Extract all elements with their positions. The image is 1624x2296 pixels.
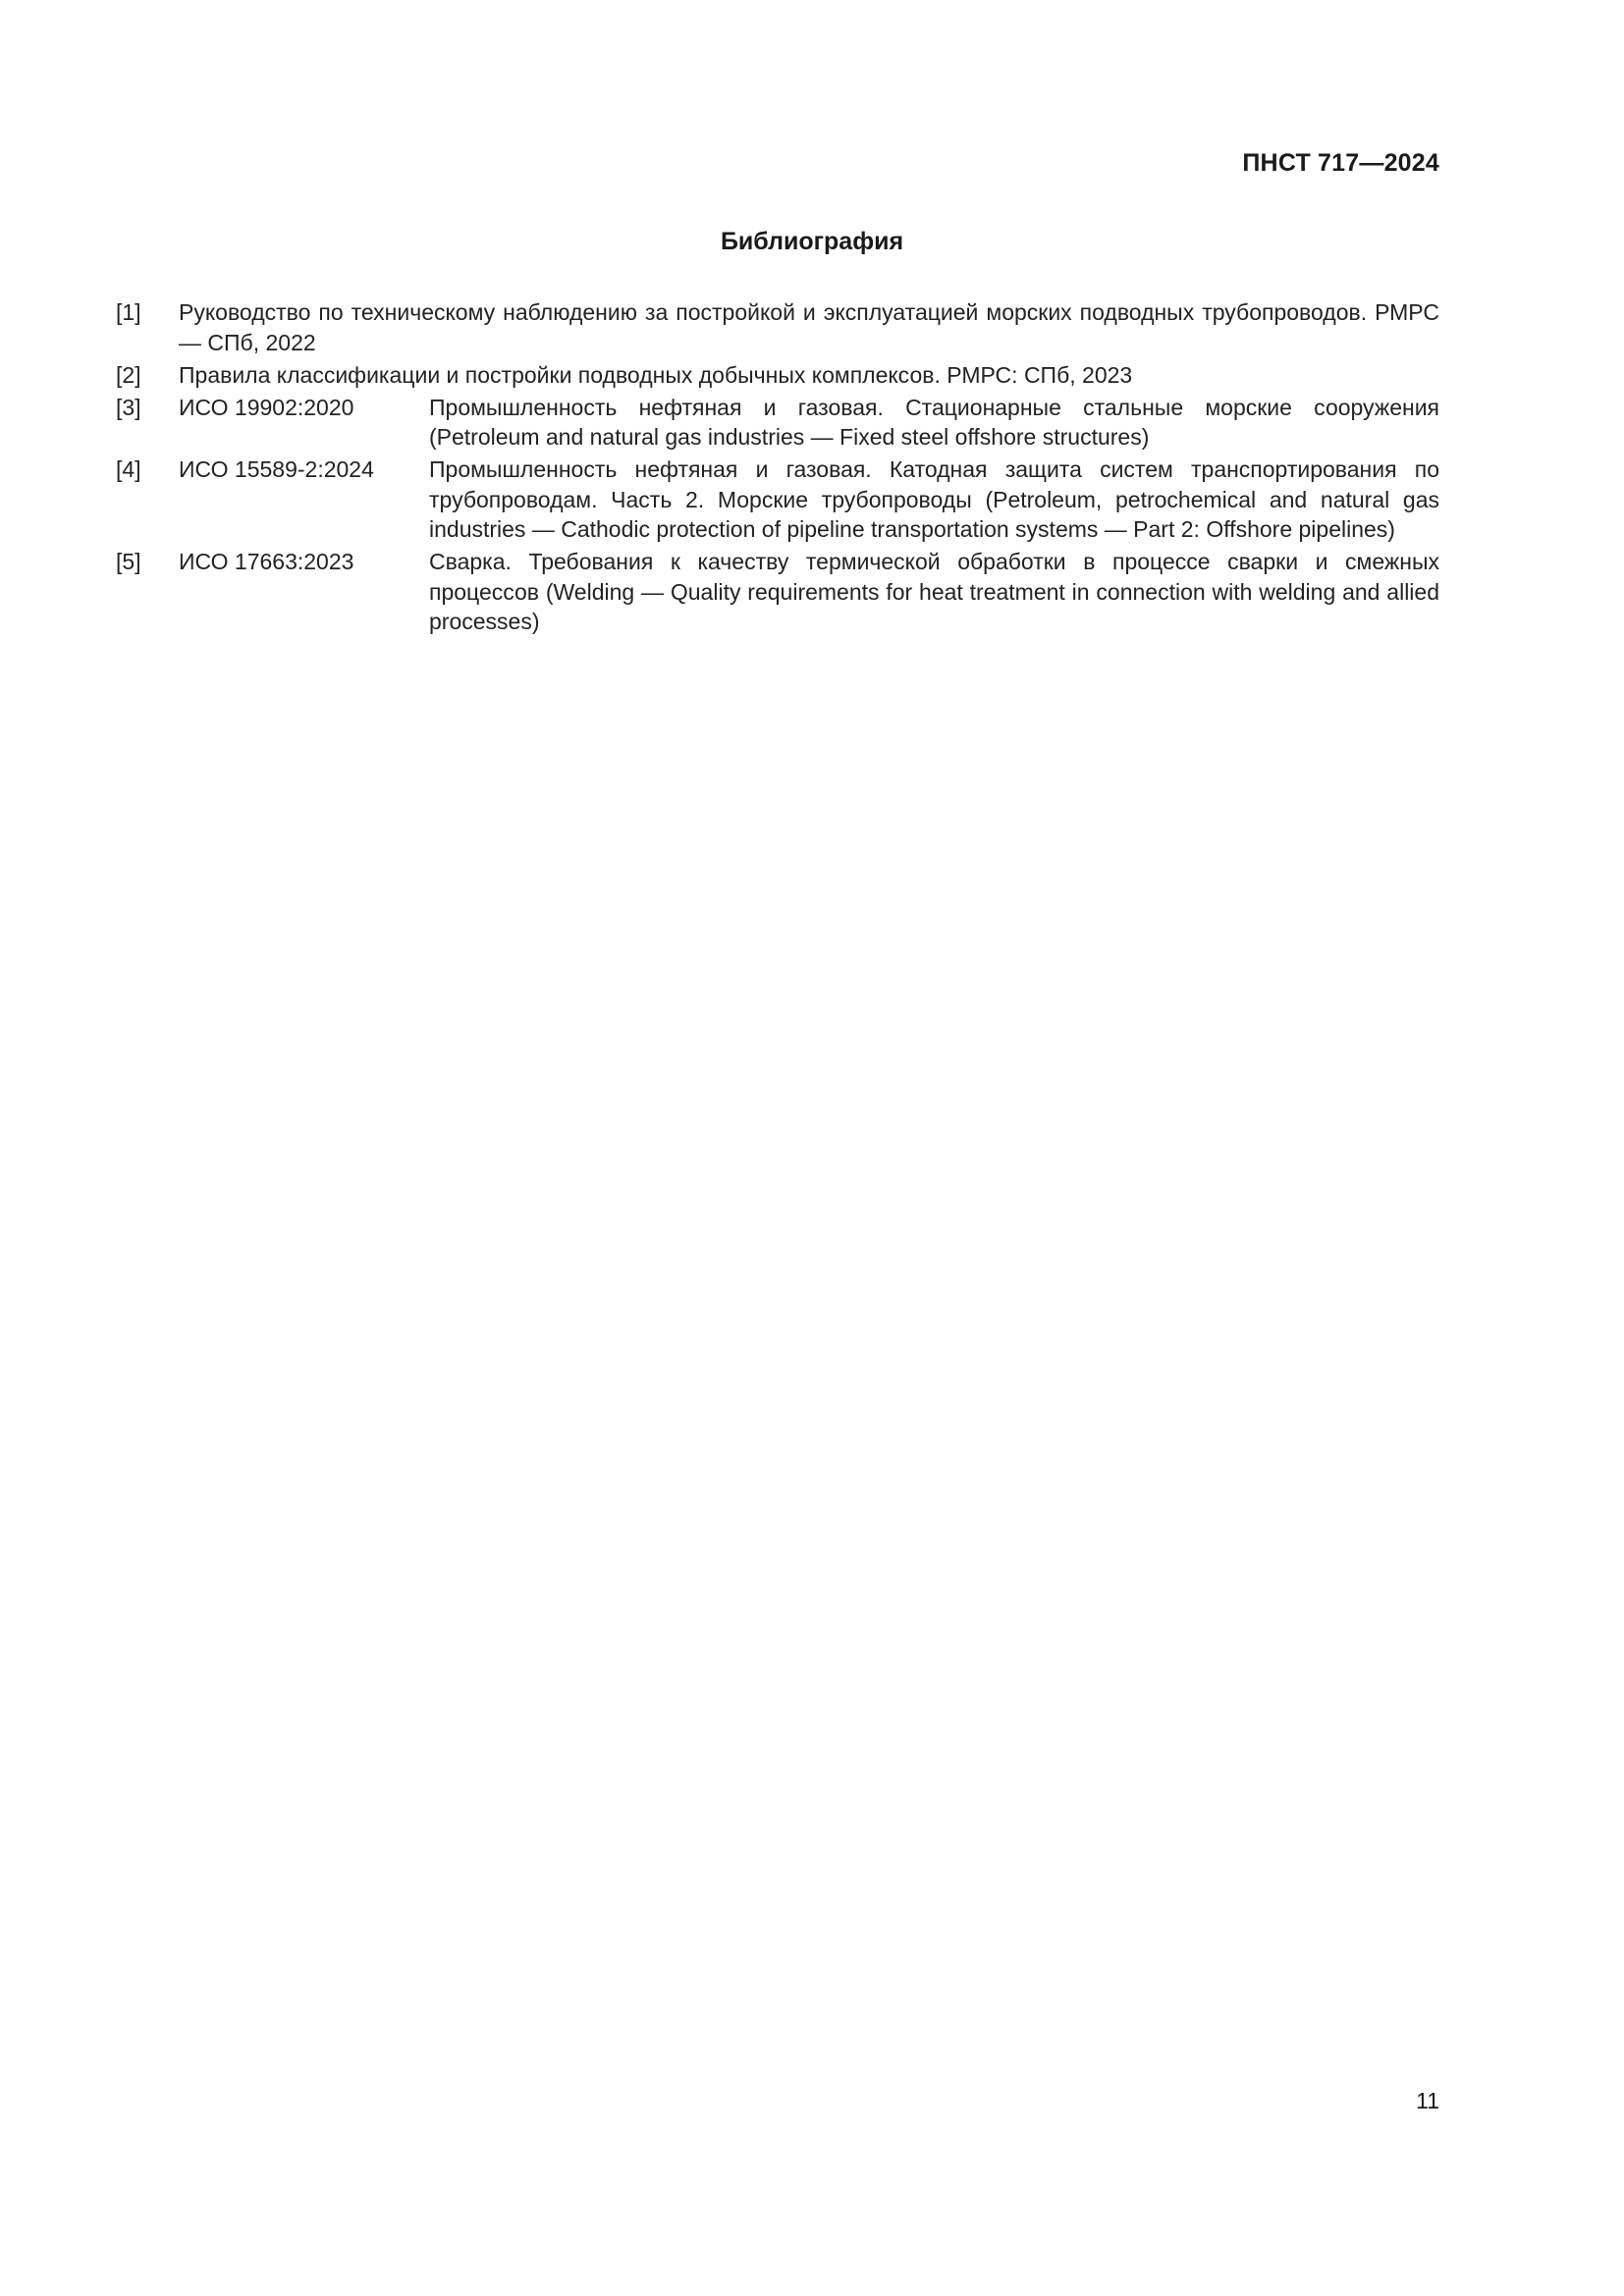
- entry-text: Сварка. Требования к качеству термической обработки в процессе сварки и смежных процессов (Welding — Quality requirements for heat treatment in connection with welding and allied processes): [429, 549, 1439, 634]
- document-code: ПНСТ 717—2024: [1242, 149, 1439, 177]
- entry-number: [4]: [116, 456, 141, 482]
- bibliography-entry-1: [116, 297, 1439, 357]
- entry-body: [179, 547, 1439, 637]
- bibliography-entry-5: [116, 547, 1439, 637]
- entry-text: Промышленность нефтяная и газовая. Стационарные стальные морские сооружения (Petroleum and natural gas industries — Fixed steel offshore structures): [429, 394, 1439, 450]
- entry-number: [5]: [116, 549, 141, 574]
- entry-text: Руководство по техническому наблюдению за постройкой и эксплуатацией морских подводных трубопроводов. РМРС — СПб, 2022: [179, 299, 1439, 355]
- entry-standard-code: ИСО 15589-2:2024: [179, 456, 374, 482]
- bibliography-entry-4: [116, 454, 1439, 545]
- bibliography-entry-2: [116, 360, 1439, 391]
- entry-standard-code: ИСО 19902:2020: [179, 394, 354, 420]
- entry-number: [1]: [116, 299, 141, 325]
- entry-text: Промышленность нефтяная и газовая. Катодная защита систем транспортирования по трубопроводам. Часть 2. Морские трубопроводы (Petroleum, petrochemical and natural gas industries — Cathodic protection of pipeline transportation systems — Part 2: Offshore pipelines): [429, 456, 1439, 542]
- bibliography-entry-3: [116, 393, 1439, 453]
- entry-body: [179, 297, 1439, 357]
- bibliography-list: [116, 297, 1439, 639]
- entry-standard-code: ИСО 17663:2023: [179, 549, 354, 574]
- entry-body: [179, 393, 1439, 453]
- entry-number: [2]: [116, 361, 141, 388]
- page-number: 11: [1416, 2088, 1439, 2113]
- entry-number: [3]: [116, 394, 141, 420]
- bibliography-title: Библиография: [720, 228, 904, 255]
- entry-body: [179, 454, 1439, 545]
- entry-body: [179, 360, 1439, 391]
- entry-text: Правила классификации и постройки подводных добычных комплексов. РМРС: СПб, 2023: [179, 361, 1133, 388]
